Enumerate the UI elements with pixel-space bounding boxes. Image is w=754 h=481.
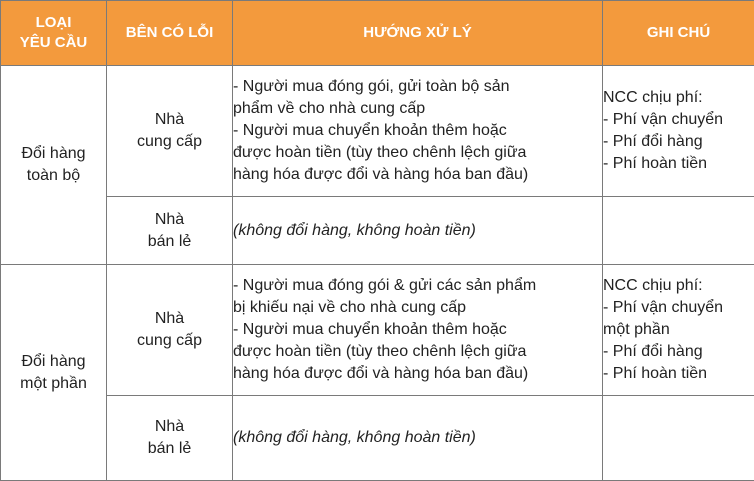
- header-request-type-line-1: LOẠI: [35, 14, 72, 31]
- header-note: GHI CHÚ: [603, 1, 754, 66]
- note-line: - Phí vận chuyển: [603, 111, 724, 128]
- header-row: [1, 1, 754, 66]
- header-handling: HƯỚNG XỬ LÝ: [233, 1, 603, 66]
- faulty-party-line: Nhà: [154, 210, 185, 228]
- note-line: - Phí đổi hàng: [603, 133, 703, 150]
- note-cell: [603, 265, 754, 396]
- handling-cell: [233, 66, 603, 197]
- handling-line: hàng hóa được đổi và hàng hóa ban đầu): [233, 166, 529, 183]
- faulty-party-line: bán lẻ: [147, 232, 192, 250]
- note-line: NCC chịu phí:: [603, 277, 703, 294]
- table-row: [1, 396, 754, 481]
- faulty-party-cell: [107, 265, 233, 396]
- note-line: - Phí vận chuyển: [603, 299, 724, 316]
- request-type-line: một phần: [20, 374, 87, 392]
- handling-line: - Người mua đóng gói, gửi toàn bộ sản: [233, 78, 510, 95]
- faulty-party-line: cung cấp: [137, 332, 202, 349]
- note-line: - Phí hoàn tiền: [603, 155, 708, 172]
- faulty-party-line: cung cấp: [137, 133, 202, 150]
- handling-cell: (không đổi hàng, không hoàn tiền): [233, 396, 603, 481]
- handling-line: hàng hóa được đổi và hàng hóa ban đầu): [233, 365, 529, 382]
- note-cell-empty: [603, 197, 754, 265]
- header-faulty-party: BÊN CÓ LỖI: [107, 1, 233, 66]
- request-type-cell: [1, 66, 107, 265]
- faulty-party-cell: [107, 66, 233, 197]
- request-type-cell: [1, 265, 107, 481]
- handling-line: - Người mua chuyển khoản thêm hoặc: [233, 321, 507, 338]
- faulty-party-line: Nhà: [154, 310, 185, 327]
- handling-line: bị khiếu nại về cho nhà cung cấp: [233, 299, 467, 316]
- handling-line: - Người mua chuyển khoản thêm hoặc: [233, 122, 507, 139]
- note-line: NCC chịu phí:: [603, 89, 703, 106]
- note-line: một phần: [603, 321, 670, 338]
- handling-line: được hoàn tiền (tùy theo chênh lệch giữa: [233, 144, 527, 161]
- faulty-party-cell: [107, 197, 233, 265]
- request-type-line: toàn bộ: [26, 167, 81, 184]
- note-cell-empty: [603, 396, 754, 481]
- faulty-party-line: bán lẻ: [147, 440, 192, 457]
- table-row: [1, 265, 754, 396]
- handling-line: được hoàn tiền (tùy theo chênh lệch giữa: [233, 343, 527, 360]
- handling-line: - Người mua đóng gói & gửi các sản phẩm: [233, 277, 537, 294]
- header-request-type: [1, 1, 107, 66]
- note-cell: [603, 66, 754, 197]
- faulty-party-cell: [107, 396, 233, 481]
- handling-line: phẩm về cho nhà cung cấp: [233, 100, 426, 117]
- table-row: [1, 66, 754, 197]
- request-type-line: Đổi hàng: [21, 352, 86, 370]
- faulty-party-line: Nhà: [154, 111, 185, 128]
- handling-cell: [233, 265, 603, 396]
- note-line: - Phí hoàn tiền: [603, 365, 708, 382]
- header-request-type-line-2: YÊU CẦU: [19, 34, 88, 51]
- faulty-party-line: Nhà: [154, 418, 185, 435]
- note-line: - Phí đổi hàng: [603, 343, 703, 360]
- request-type-line: Đổi hàng: [21, 145, 86, 162]
- handling-cell: (không đổi hàng, không hoàn tiền): [233, 197, 603, 265]
- table-row: [1, 197, 754, 265]
